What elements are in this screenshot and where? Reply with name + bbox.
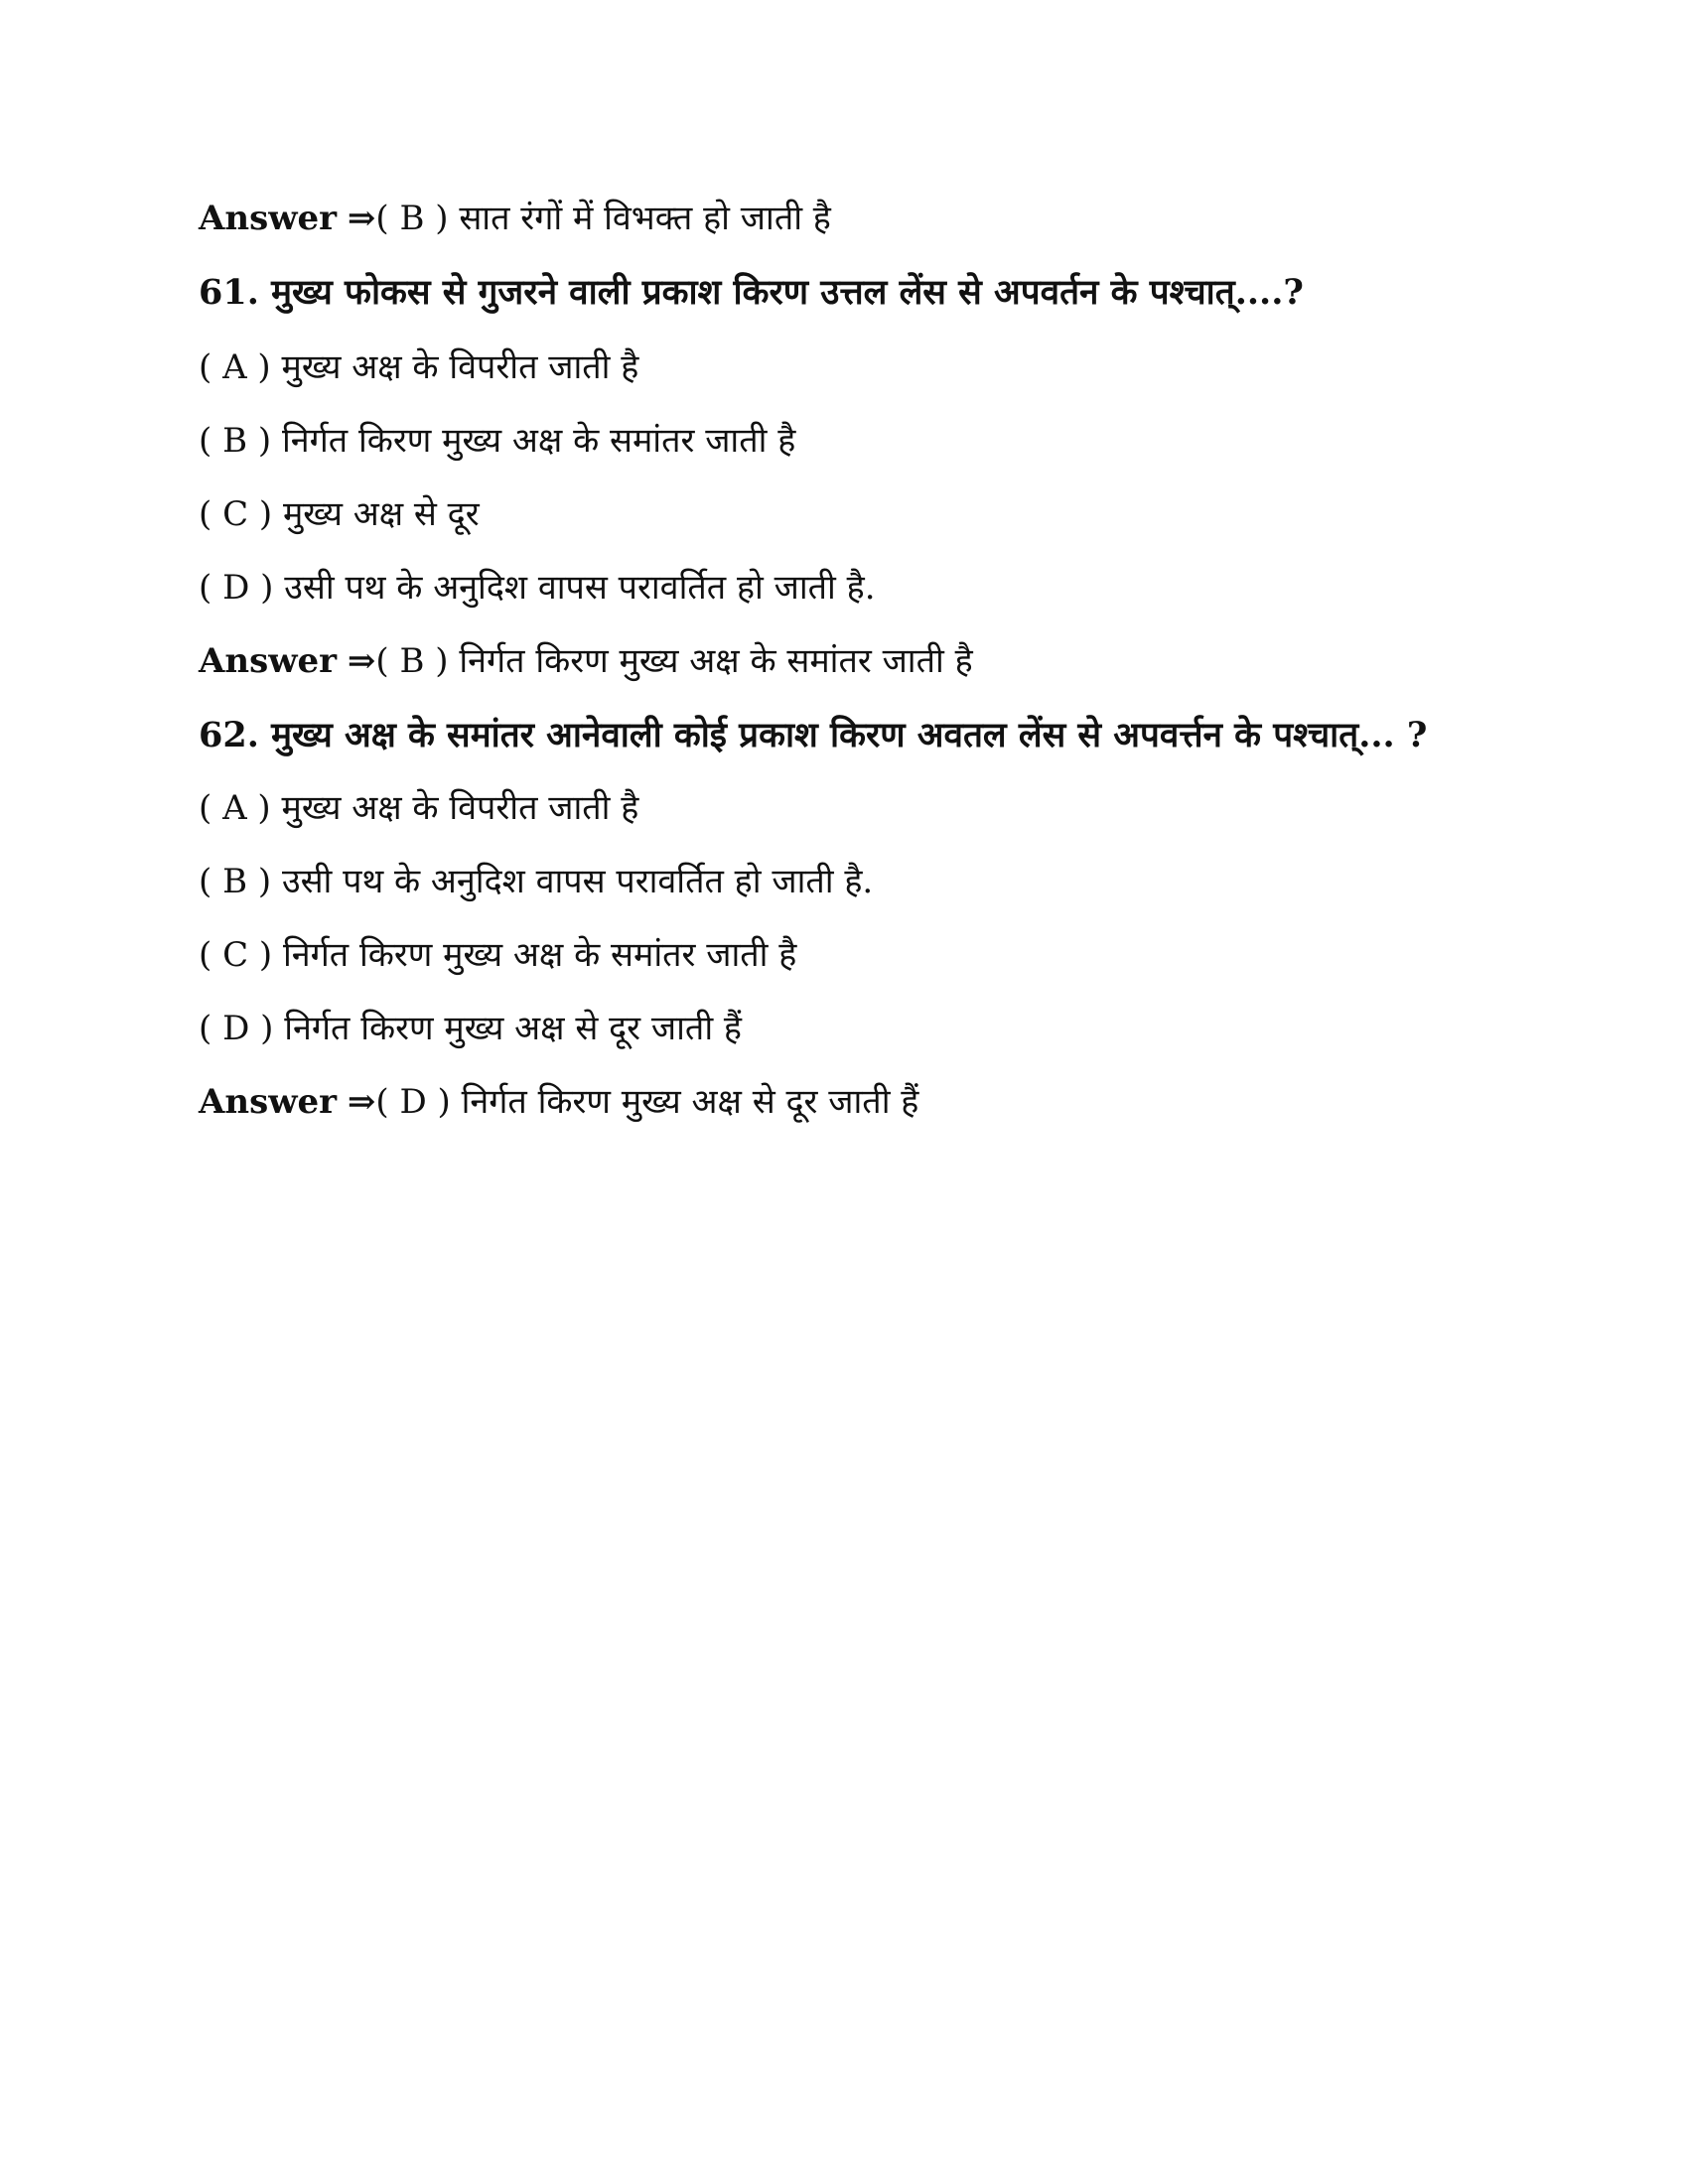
answer-text: ( B ) निर्गत किरण मुख्य अक्ष के समांतर जाती है (375, 641, 973, 681)
option-a: ( A ) मुख्य अक्ष के विपरीत जाती है (199, 347, 639, 387)
answer-line (199, 637, 1489, 685)
answer-label: Answer (199, 199, 338, 238)
question-title: 62. मुख्य अक्ष के समांतर आनेवाली कोई प्रकाश किरण अवतल लेंस से अपवर्त्तन के पश्चात्... ? (199, 715, 1428, 755)
answer-label: Answer (199, 1082, 338, 1122)
document-page (199, 195, 1489, 1152)
option-d: ( D ) उसी पथ के अनुदिश वापस परावर्तित हो जाती है. (199, 568, 876, 608)
answer-label: Answer (199, 641, 338, 681)
answer-line (199, 195, 1489, 242)
arrow-icon: ⇒ (347, 1082, 376, 1122)
option-d: ( D ) निर्गत किरण मुख्य अक्ष से दूर जाती हैं (199, 1009, 742, 1048)
option-c: ( C ) निर्गत किरण मुख्य अक्ष के समांतर जाती है (199, 935, 797, 975)
arrow-icon: ⇒ (347, 199, 376, 238)
answer-text: ( B ) सात रंगों में विभक्त हो जाती है (375, 199, 831, 238)
answer-line (199, 1078, 1489, 1126)
option-b: ( B ) निर्गत किरण मुख्य अक्ष के समांतर जाती है (199, 421, 796, 461)
answer-text: ( D ) निर्गत किरण मुख्य अक्ष से दूर जाती हैं (375, 1082, 919, 1122)
option-c: ( C ) मुख्य अक्ष से दूर (199, 494, 480, 534)
arrow-icon: ⇒ (347, 641, 376, 681)
option-b: ( B ) उसी पथ के अनुदिश वापस परावर्तित हो जाती है. (199, 862, 874, 901)
option-a: ( A ) मुख्य अक्ष के विपरीत जाती है (199, 788, 639, 828)
question-title: 61. मुख्य फोकस से गुजरने वाली प्रकाश किरण उत्तल लेंस से अपवर्तन के पश्चात्....? (199, 272, 1304, 313)
